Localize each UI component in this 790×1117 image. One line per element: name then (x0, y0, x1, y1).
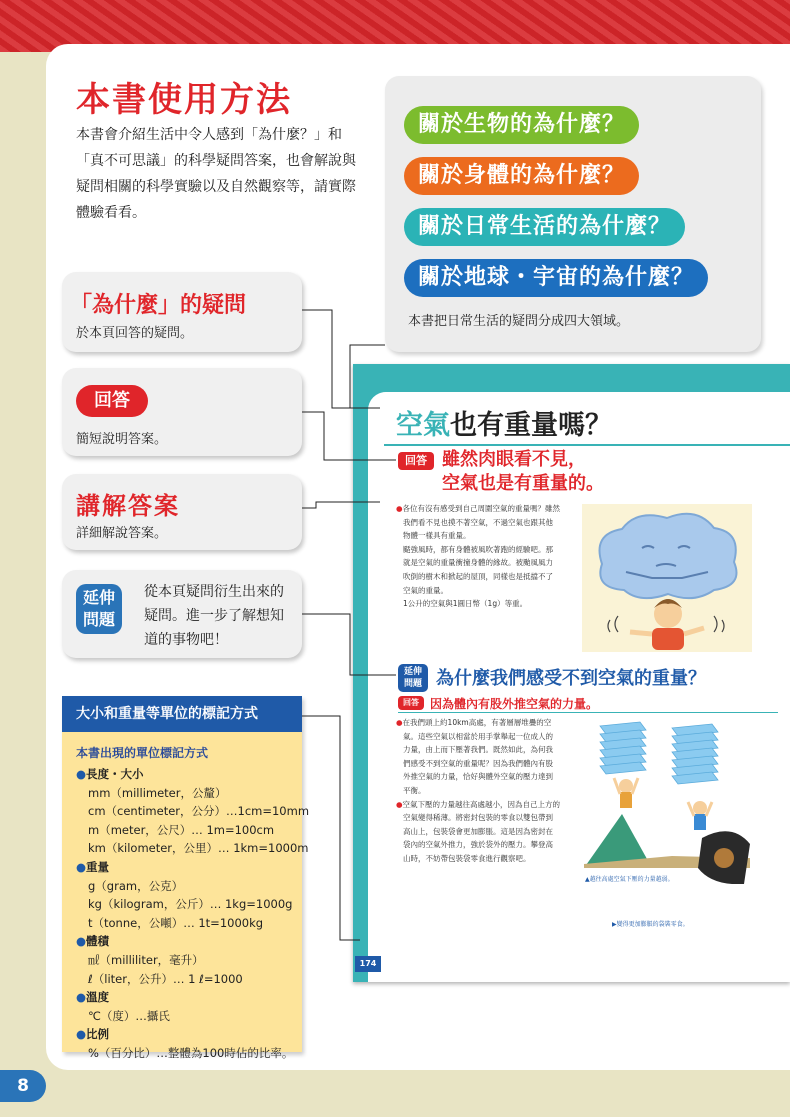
units-item: g（gram，公克） (88, 878, 184, 893)
units-category: ●體積 (76, 934, 110, 949)
connector-question (302, 310, 380, 408)
units-item: ㎖（milliliter，毫升） (88, 952, 204, 967)
illustration-caption-1: ▲越往高處空氣下壓的力量越弱。 (585, 876, 674, 883)
legend-answer-desc: 簡短說明答案。 (76, 432, 168, 447)
sample-body-line: 外推空氣的力量，恰好與體外空氣的壓力達到 (403, 772, 553, 782)
units-item: %（百分比）…整體為100時佔的比率。 (88, 1045, 294, 1060)
sample-answer-badge: 回答 (398, 452, 434, 470)
page-title: 本書使用方法 (76, 80, 292, 120)
units-item: cm（centimeter，公分）…1cm=10mm (88, 804, 310, 819)
sample-body-line: ●空氣下壓的力量越往高處越小，因為自己上方的 (396, 799, 561, 809)
legend-extension-desc: 從本頁疑問衍生出來的疑問。進一步了解想知道的事物吧！ (144, 584, 284, 648)
domain-pill-daily-life: 關於日常生活的為什麼？ (404, 208, 685, 246)
units-category: ●重量 (76, 859, 110, 874)
units-subheading: 本書出現的單位標記方式 (76, 746, 209, 760)
units-item: t（tonne，公噸）… 1t=1000kg (88, 915, 264, 930)
units-item: ℃（度）…攝氏 (88, 1008, 170, 1023)
sample-extension-badge-line2: 問題 (403, 679, 422, 689)
sample-body-line: 物體一樣具有重量。 (403, 531, 471, 541)
sample-extension-answer-badge: 回答 (398, 696, 424, 710)
units-item: ℓ（liter，公升）… 1 ℓ=1000 (88, 971, 243, 986)
sample-page-number: 174 (355, 956, 381, 972)
units-heading: 大小和重量等單位的標記方式 (62, 696, 302, 732)
sample-body-line: 氣。這些空氣以相當於用手掌舉起一位成人的 (403, 731, 553, 741)
units-category: ●長度・大小 (76, 767, 144, 781)
sample-body-line: 我們看不見也摸不著空氣，不過空氣也跟其他 (403, 517, 553, 527)
domain-pill-body: 關於身體的為什麼？ (404, 157, 639, 195)
sample-body-line: 空氣的重量。 (403, 585, 448, 595)
sample-extension-answer: 因為體內有股外推空氣的力量。 (430, 697, 599, 711)
legend-question-desc: 於本頁回答的疑問。 (76, 326, 194, 341)
sample-question-rest: 也有重量嗎？ (450, 410, 612, 441)
sample-answer-line1: 雖然肉眼看不見， (442, 449, 586, 470)
connector-answer (302, 412, 396, 460)
sample-body-line: 1公升的空氣與1圓日幣（1g）等重。 (403, 599, 528, 609)
illustration-caption-2: ▶變得更加膨脹的袋裝零食。 (612, 921, 689, 928)
sample-body-line: ●各位有沒有感受到自己周圍空氣的重量嗎？雖然 (396, 504, 561, 513)
connector-units (302, 716, 360, 940)
sample-body-line: 就是空氣的重量衝撞身體的緣故。被颱風風力 (403, 558, 553, 568)
sample-extension-badge-line1: 延伸 (403, 667, 422, 677)
sample-body-line: ●在我們頭上約10km高處，有著層層堆疊的空 (396, 718, 552, 727)
units-category: ●溫度 (76, 990, 110, 1005)
connector-domain-top (350, 345, 385, 364)
sample-body-line: 颳強風時，都有身體被風吹著跑的經驗吧。那 (403, 544, 553, 554)
extension-badge-line2: 問題 (82, 610, 115, 629)
answer-badge: 回答 (76, 385, 148, 417)
sample-body-line: 力量，由上而下壓著我們。既然如此，為何我 (403, 745, 553, 755)
units-item: kg（kilogram，公斤）… 1kg=1000g (88, 897, 293, 912)
units-item: km（kilometer，公里）… 1km=1000m (88, 841, 309, 856)
sample-body-line: 平衡。 (403, 785, 426, 795)
extension-badge-line1: 延伸 (82, 588, 115, 607)
sample-question-highlight: 空氣 (396, 410, 450, 441)
page-number: 8 (0, 1070, 46, 1102)
intro-text: 本書會介紹生活中令人感到「為什麼？」和「真不可思議」的科學疑問答案，也會解說與疑問相關的科學實驗以及自然觀察等，請實際體驗看看。 (76, 127, 356, 221)
domain-pill-earth-universe: 關於地球・宇宙的為什麼？ (404, 259, 708, 297)
sample-body-line: 空氣變得稀薄。將密封包裝的零食以雙包帶到 (403, 813, 553, 823)
connector-extension (302, 614, 396, 675)
sample-answer-line2: 空氣也是有重量的。 (442, 473, 604, 494)
units-item: m（meter，公尺）… 1m=100cm (88, 822, 275, 837)
sample-body-line: 們感受不到空氣的重量呢？因為我們體內有股 (403, 758, 553, 768)
sample-extension-question: 為什麼我們感受不到空氣的重量？ (436, 668, 706, 689)
legend-explanation-desc: 詳細解說答案。 (76, 526, 168, 541)
legend-explanation-title: 講解答案 (76, 492, 180, 520)
sample-body-line: 袋內的空氣外推力，強於袋外的壓力。攀登高 (403, 840, 553, 850)
sample-body-line: 高山上，包裝袋會更加膨脹。這是因為密封在 (403, 826, 553, 836)
units-item: mm（millimeter，公釐） (88, 785, 227, 800)
units-category: ●比例 (76, 1027, 110, 1042)
sample-body-line: 山時，不妨帶包裝袋零食進行觀察吧。 (403, 853, 531, 863)
legend-question-title: 「為什麼」的疑問 (70, 293, 247, 318)
domains-caption: 本書把日常生活的疑問分成四大領域。 (408, 314, 630, 329)
domain-pill-living: 關於生物的為什麼？ (404, 106, 639, 144)
sample-body-line: 吹倒的樹木和掀起的屋頂，同樣也是抵擋不了 (403, 571, 553, 581)
connector-explanation (302, 502, 380, 508)
